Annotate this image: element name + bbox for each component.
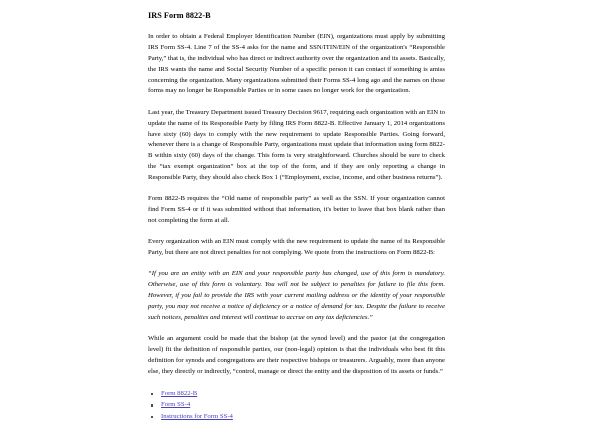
paragraph-intro: In order to obtain a Federal Employer Identification Number (EIN), organizations must apply by submitting IRS Form SS-4. Line 7 of the SS-4 asks for the name and SSN/ITIN/EIN of the organization's “Responsible Party,” that is, the individual who has direct or indirect authority over the organization and its assets. Basically, the IRS wants the name and Social Security Number of a specific person it can contact if something is amiss concerning the organization. Many organizations submitted their Forms SS-4 long ago and the names on those forms may no longer be Responsible Parties or in some cases no longer work for the organization. [148, 33, 445, 95]
paragraph-penalties-intro: Every organization with an EIN must comply with the new requirement to update the name of its Responsible Party, but there are not direct penalties for not complying. We quote from the instructions on Form 8822-B: [148, 238, 445, 257]
paragraph-treasury-decision: Last year, the Treasury Department issued Treasury Decision 9617, requiring each organization with an EIN to update the name of its Responsible Party by filing IRS Form 8822-B. Effective January 1, 2014 organizations have sixty (60) days to comply with the new requirement to update Responsible Parties. Going forward, whenever there is a change of Responsible Party, organizations must update that information using form 8822-B within sixty (60) days of the change. This form is very straightforward. Churches should be sure to check the “tax exempt organization” box at the top of the form, and if they are only reporting a change in Responsible Party, they should also check Box 1 (“Employment, excise, income, and other business returns”). [148, 108, 445, 181]
blockquote-irs-instructions: “If you are an entity with an EIN and your responsible party has changed, use of this form is mandatory. Otherwise, use of this form is voluntary. You will not be subject to penalties for failure to file this form. However, if you fail to provide the IRS with your current mailing address or the identity of your responsible party, you may not receive a notice of deficiency or a notice of demand for tax. Despite the failure to receive such notices, penalties and interest will continue to accrue on any tax deficiencies.” [148, 270, 445, 321]
paragraph-conclusion: While an argument could be made that the bishop (at the synod level) and the pastor (at the congregation level) fit the definition of responsible parties, our (non-legal) opinion is that the individuals who best fit this definition for synods and congregations are their respective bishops or treasurers. Arguably, more than anyone else, they directly or indirectly, “control, manage or direct the entity and the disposition of its assets or funds.” [148, 335, 445, 375]
document-body [148, 11, 445, 422]
paragraph-old-name-requirement: Form 8822-B requires the “Old name of responsible party” as well as the SSN. If your organization cannot find Form SS-4 or if it was submitted without that information, it's better to leave that box blank rather than not completing the form at all. [148, 195, 445, 224]
link-instructions-form-ss-4[interactable]: Instructions for Form SS-4 [161, 412, 233, 420]
link-form-ss-4[interactable]: Form SS-4 [161, 401, 191, 409]
bullet-icon [151, 404, 153, 406]
page-title: IRS Form 8822-B [148, 11, 211, 20]
resource-link-list [148, 389, 445, 421]
link-form-8822-b[interactable]: Form 8822-B [161, 390, 198, 398]
list-item [148, 412, 445, 422]
list-item [148, 389, 445, 399]
list-item [148, 400, 445, 410]
bullet-icon [151, 393, 153, 395]
bullet-icon [151, 416, 153, 418]
